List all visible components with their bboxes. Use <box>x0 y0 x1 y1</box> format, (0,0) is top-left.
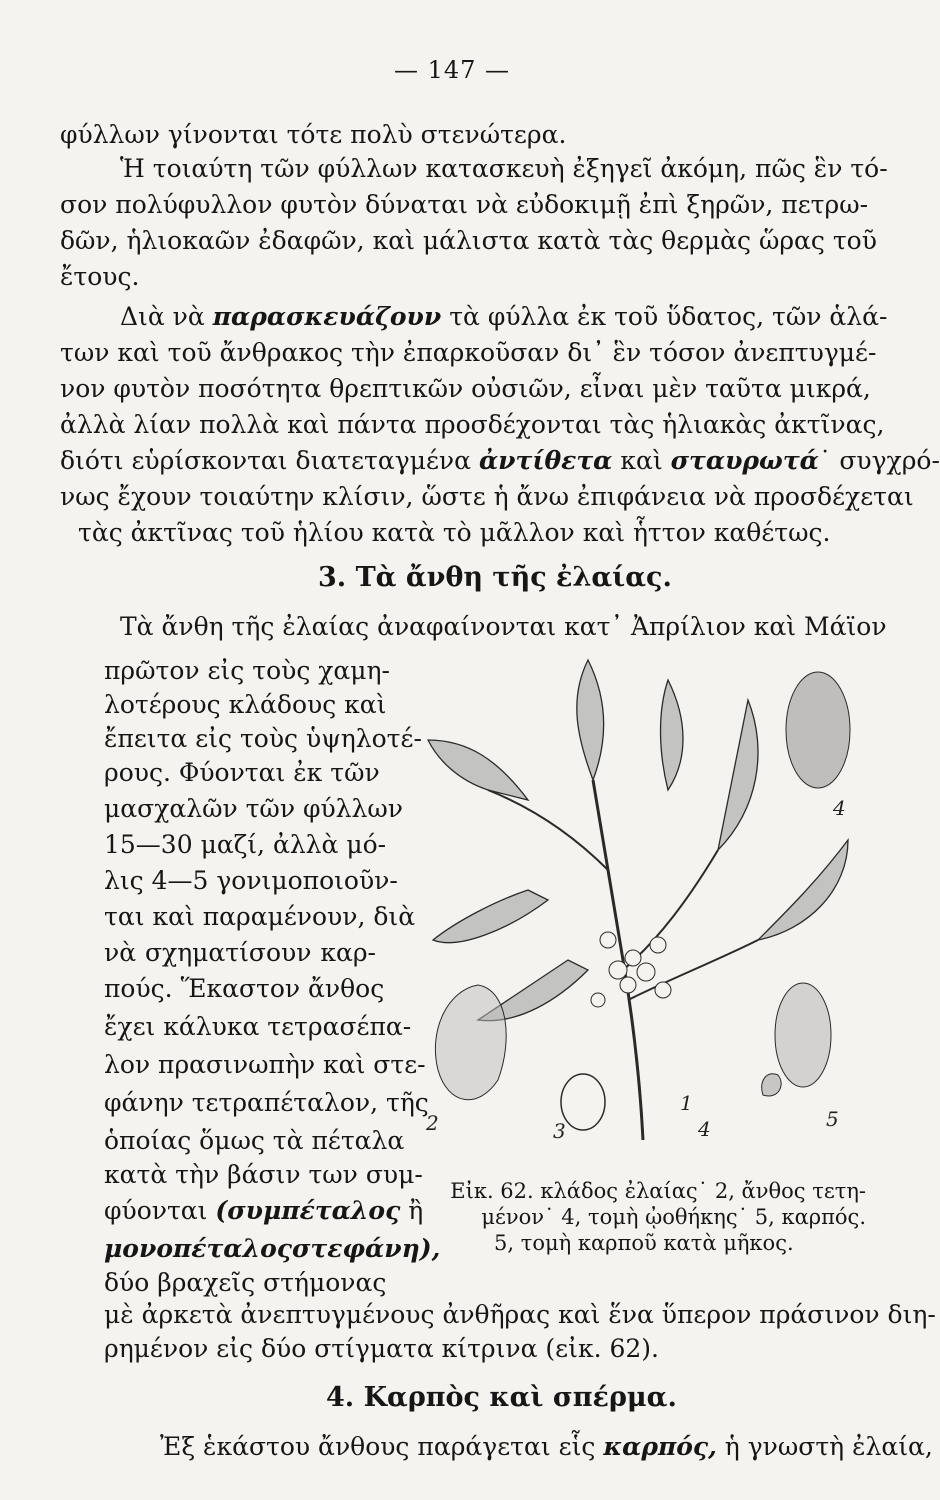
text-line: Τὰ ἄνθη τῆς ἐλαίας ἀναφαίνονται κατ᾽ Ἀπρίλιον καὶ Μάϊον <box>120 612 887 641</box>
text-line: νον φυτὸν ποσότητα θρεπτικῶν οὐσιῶν, εἶναι μὲν ταῦτα μικρά, <box>60 374 871 403</box>
text-run: διότι εὑρίσκονται διατεταγμένα <box>60 446 479 475</box>
emphasis-term: παρασκευάζουν <box>212 302 442 331</box>
text-line: ἔχει κάλυκα τετρασέπα- <box>104 1012 412 1041</box>
text-line: ἔτους. <box>60 262 140 291</box>
text-run: ἡ γνωστὴ ἐλαία, <box>716 1432 933 1461</box>
text-run: Ἐξ ἑκάστου ἄνθους παράγεται εἷς <box>160 1432 604 1461</box>
text-line: σον πολύφυλλον φυτὸν δύναται νὰ εὐδοκιμῇ ἐπὶ ξηρῶν, πετρω- <box>60 190 869 219</box>
emphasis-term: σταυρωτά <box>670 446 819 475</box>
text-line: των καὶ τοῦ ἄνθρακος τὴν ἐπαρκοῦσαν δι᾽ ἓν τόσον ἀνεπτυγμέ- <box>60 338 877 367</box>
emphasis-term: μονοπέταλοςστεφάνη), <box>104 1234 441 1263</box>
figure-caption-line: 5, τομὴ καρποῦ κατὰ μῆκος. <box>494 1231 794 1255</box>
emphasis-term: (συμπέταλος <box>215 1196 401 1225</box>
text-line: νως ἔχουν τοιαύτην κλίσιν, ὥστε ἡ ἄνω ἐπιφάνεια νὰ προσδέχεται <box>60 482 914 511</box>
figure-label: 1 <box>680 1091 693 1115</box>
text-line: ρημένον εἰς δύο στίγματα κίτρινα (εἰκ. 62). <box>104 1334 659 1363</box>
text-line: μὲ ἀρκετὰ ἀνεπτυγμένους ἀνθῆρας καὶ ἕνα ὕπερον πράσινον διη- <box>104 1300 936 1329</box>
text-line: λις 4—5 γονιμοποιοῦν- <box>104 866 398 895</box>
text-line: δύο βραχεῖς στήμονας <box>104 1268 387 1297</box>
page-number: — 147 — <box>393 56 511 84</box>
text-line: κατὰ τὴν βάσιν των συμ- <box>104 1160 423 1189</box>
text-line <box>120 302 888 332</box>
text-line: λοτέρους κλάδους καὶ <box>104 690 387 719</box>
text-line: ται καὶ παραμένουν, διὰ <box>104 902 416 931</box>
text-line <box>60 446 940 476</box>
text-run: Διὰ νὰ <box>120 302 213 331</box>
text-line: τὰς ἀκτῖνας τοῦ ἡλίου κατὰ τὸ μᾶλλον καὶ ἧττον καθέτως. <box>78 518 831 547</box>
text-line: φάνην τετραπέταλον, τῆς <box>104 1088 429 1117</box>
figure-label: 4 <box>833 796 846 820</box>
text-line: πρῶτον εἰς τοὺς χαμη- <box>104 656 390 685</box>
text-line: δῶν, ἡλιοκαῶν ἐδαφῶν, καὶ μάλιστα κατὰ τὰς θερμὰς ὥρας τοῦ <box>60 226 877 255</box>
text-line: ρους. Φύονται ἐκ τῶν <box>104 758 380 787</box>
figure-label: 2 <box>426 1111 439 1135</box>
text-line: νὰ σχηματίσουν καρ- <box>104 938 376 967</box>
figure-label: 4 <box>698 1117 711 1141</box>
text-line: λον πρασινωπὴν καὶ στε- <box>104 1050 426 1079</box>
emphasis-term: καρπός, <box>603 1432 717 1461</box>
section-heading: 3. Τὰ ἄνθη τῆς ἐλαίας. <box>318 562 672 593</box>
text-run: ἢ <box>400 1196 424 1225</box>
text-line: μασχαλῶν τῶν φύλλων <box>104 794 403 823</box>
text-line: ὁποίας ὅμως τὰ πέταλα <box>104 1126 405 1155</box>
text-line <box>160 1432 933 1462</box>
text-line: Ἡ τοιαύτη τῶν φύλλων κατασκευὴ ἐξηγεῖ ἀκόμη, πῶς ἓν τό- <box>120 154 888 183</box>
text-line: 15—30 μαζί, ἀλλὰ μό- <box>104 830 387 859</box>
olive-branch-figure <box>418 640 858 1160</box>
figure-label: 3 <box>553 1119 566 1143</box>
text-run: ˙ συγχρό- <box>818 446 940 475</box>
figure-caption-line: Εἰκ. 62. κλάδος ἐλαίας˙ 2, ἄνθος τετη- <box>450 1179 866 1203</box>
text-run: καὶ <box>612 446 671 475</box>
text-line: φύλλων γίνονται τότε πολὺ στενώτερα. <box>60 120 567 149</box>
section-heading: 4. Καρπὸς καὶ σπέρμα. <box>326 1382 677 1413</box>
text-line: πούς. Ἕκαστον ἄνθος <box>104 974 385 1003</box>
text-line: ἔπειτα εἰς τοὺς ὑψηλοτέ- <box>104 724 422 753</box>
figure-label: 5 <box>826 1107 839 1131</box>
text-line <box>104 1196 424 1226</box>
figure-caption-line: μένον˙ 4, τομὴ ᾠοθήκης˙ 5, καρπός. <box>481 1205 866 1229</box>
text-line: ἀλλὰ λίαν πολλὰ καὶ πάντα προσδέχονται τὰς ἡλιακὰς ἀκτῖνας, <box>60 410 885 439</box>
text-run: φύονται <box>104 1196 216 1225</box>
text-run: τὰ φύλλα ἐκ τοῦ ὕδατος, τῶν ἁλά- <box>441 302 888 331</box>
olive-branch-illustration <box>418 640 858 1160</box>
emphasis-term: ἀντίθετα <box>478 446 613 475</box>
